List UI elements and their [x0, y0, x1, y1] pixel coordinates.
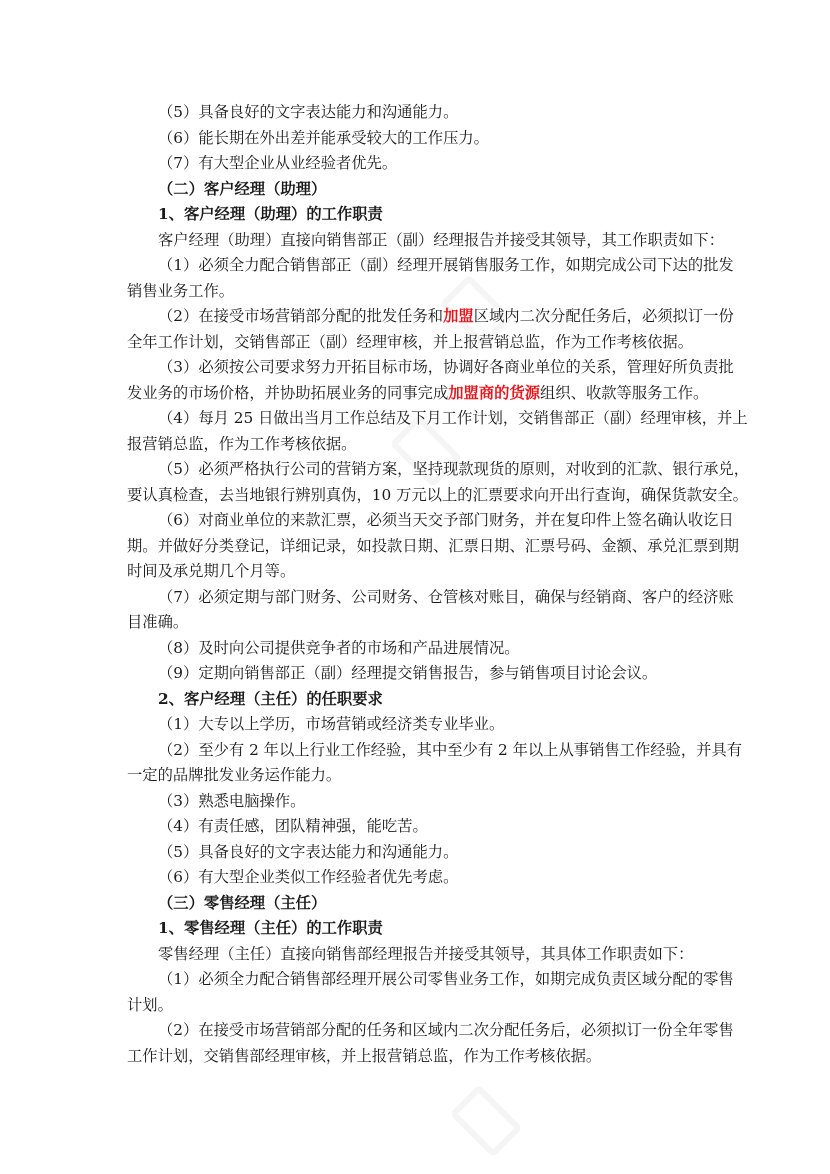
paragraph-line: （6）能长期在外出差并能承受较大的工作压力。: [158, 128, 489, 147]
paragraph-line: （5）具备良好的文字表达能力和沟通能力。: [158, 103, 459, 121]
section-heading: （三）零售经理（主任）: [158, 893, 327, 912]
paragraph-line: 工作计划，交销售部经理审核，并上报营销总监，作为工作考核依据。: [127, 1046, 602, 1065]
paragraph-line: 销售业务工作。: [127, 281, 235, 300]
paragraph-line: [127, 381, 717, 407]
paragraph-line: 客户经理（助理）直接向销售部正（副）经理报告并接受其领导，其工作职责如下：: [158, 230, 724, 249]
paragraph-line: [127, 304, 734, 330]
section-heading: （二）客户经理（助理）: [158, 179, 327, 198]
paragraph-line: 期。并做好分类登记，详细记录，如投款日期、汇票日期、汇票号码、金额、承兑汇票到期: [127, 536, 739, 555]
paragraph-line: （3）必须按公司要求努力开拓目标市场，协调好各商业单位的关系，管理好所负责批: [158, 358, 734, 376]
paragraph-line: （7）有大型企业从业经验者优先。: [158, 154, 398, 172]
highlighted-text: 加盟商的货源: [448, 383, 541, 402]
paragraph-line: （5）必须严格执行公司的营销方案，坚持现款现货的原则，对收到的汇款、银行承兑，: [158, 460, 750, 478]
paragraph-line: （1）必须全力配合销售部正（副）经理开展销售服务工作，如期完成公司下达的批发: [158, 256, 734, 274]
watermark-mark: [449, 1084, 523, 1158]
paragraph-line: （2）至少有 2 年以上行业工作经验，其中至少有 2 年以上从事销售工作经验，并具有: [158, 740, 743, 759]
subsection-heading: 2、客户经理（主任）的任职要求: [158, 689, 383, 708]
paragraph-line: 零售经理（主任）直接向销售部经理报告并接受其领导，其具体工作职责如下：: [158, 944, 694, 963]
subsection-heading: 1、客户经理（助理）的工作职责: [158, 205, 383, 223]
paragraph-line: 目准确。: [127, 613, 189, 631]
paragraph-line: （6）对商业单位的来款汇票，必须当天交予部门财务，并在复印件上签名确认收讫日: [158, 511, 734, 529]
paragraph-line: 要认真检查，去当地银行辨别真伪，10 万元以上的汇票要求向开出行查询，确保货款安全。: [127, 485, 748, 504]
text-segment: （2）在接受市场营销部分配的批发任务和: [158, 307, 444, 325]
paragraph-line: （1）大专以上学历，市场营销或经济类专业毕业。: [158, 715, 505, 733]
paragraph-line: 全年工作计划，交销售部正（副）经理审核，并上报营销总监，作为工作考核依据。: [127, 332, 693, 351]
subsection-heading: 1、零售经理（主任）的工作职责: [158, 919, 383, 937]
paragraph-line: 时间及承兑期几个月等。: [127, 562, 296, 580]
paragraph-line: （1）必须全力配合销售部经理开展公司零售业务工作，如期完成负责区域分配的零售: [158, 970, 734, 988]
text-segment: 区域内二次分配任务后，必须拟订一份: [473, 307, 734, 325]
text-segment: 发业务的市场价格，并协助拓展业务的同事完成: [127, 383, 449, 402]
paragraph-line: 报营销总监，作为工作考核依据。: [127, 434, 357, 453]
paragraph-line: （4）有责任感，团队精神强，能吃苦。: [158, 817, 428, 835]
document-body: [127, 100, 750, 1069]
paragraph-line: （5）具备良好的文字表达能力和沟通能力。: [158, 842, 459, 861]
paragraph-line: 计划。: [127, 995, 173, 1014]
paragraph-line: （3）熟悉电脑操作。: [158, 791, 306, 810]
paragraph-line: （9）定期向销售部正（副）经理提交销售报告，参与销售项目讨论会议。: [158, 664, 658, 682]
paragraph-line: （8）及时向公司提供竞争者的市场和产品进展情况。: [158, 638, 520, 657]
paragraph-line: （7）必须定期与部门财务、公司财务、仓管核对账目，确保与经销商、客户的经济账: [158, 587, 734, 606]
paragraph-line: （2）在接受市场营销部分配的任务和区域内二次分配任务后，必须拟订一份全年零售: [158, 1021, 734, 1039]
paragraph-line: （6）有大型企业类似工作经验者优先考虑。: [158, 868, 459, 886]
highlighted-text: 加盟: [443, 307, 474, 325]
paragraph-line: 一定的品牌批发业务运作能力。: [127, 766, 342, 784]
paragraph-line: （4）每月 25 日做出当月工作总结及下月工作计划，交销售部正（副）经理审核，并上: [158, 409, 748, 427]
text-segment: 组织、收款等服务工作。: [540, 383, 709, 402]
